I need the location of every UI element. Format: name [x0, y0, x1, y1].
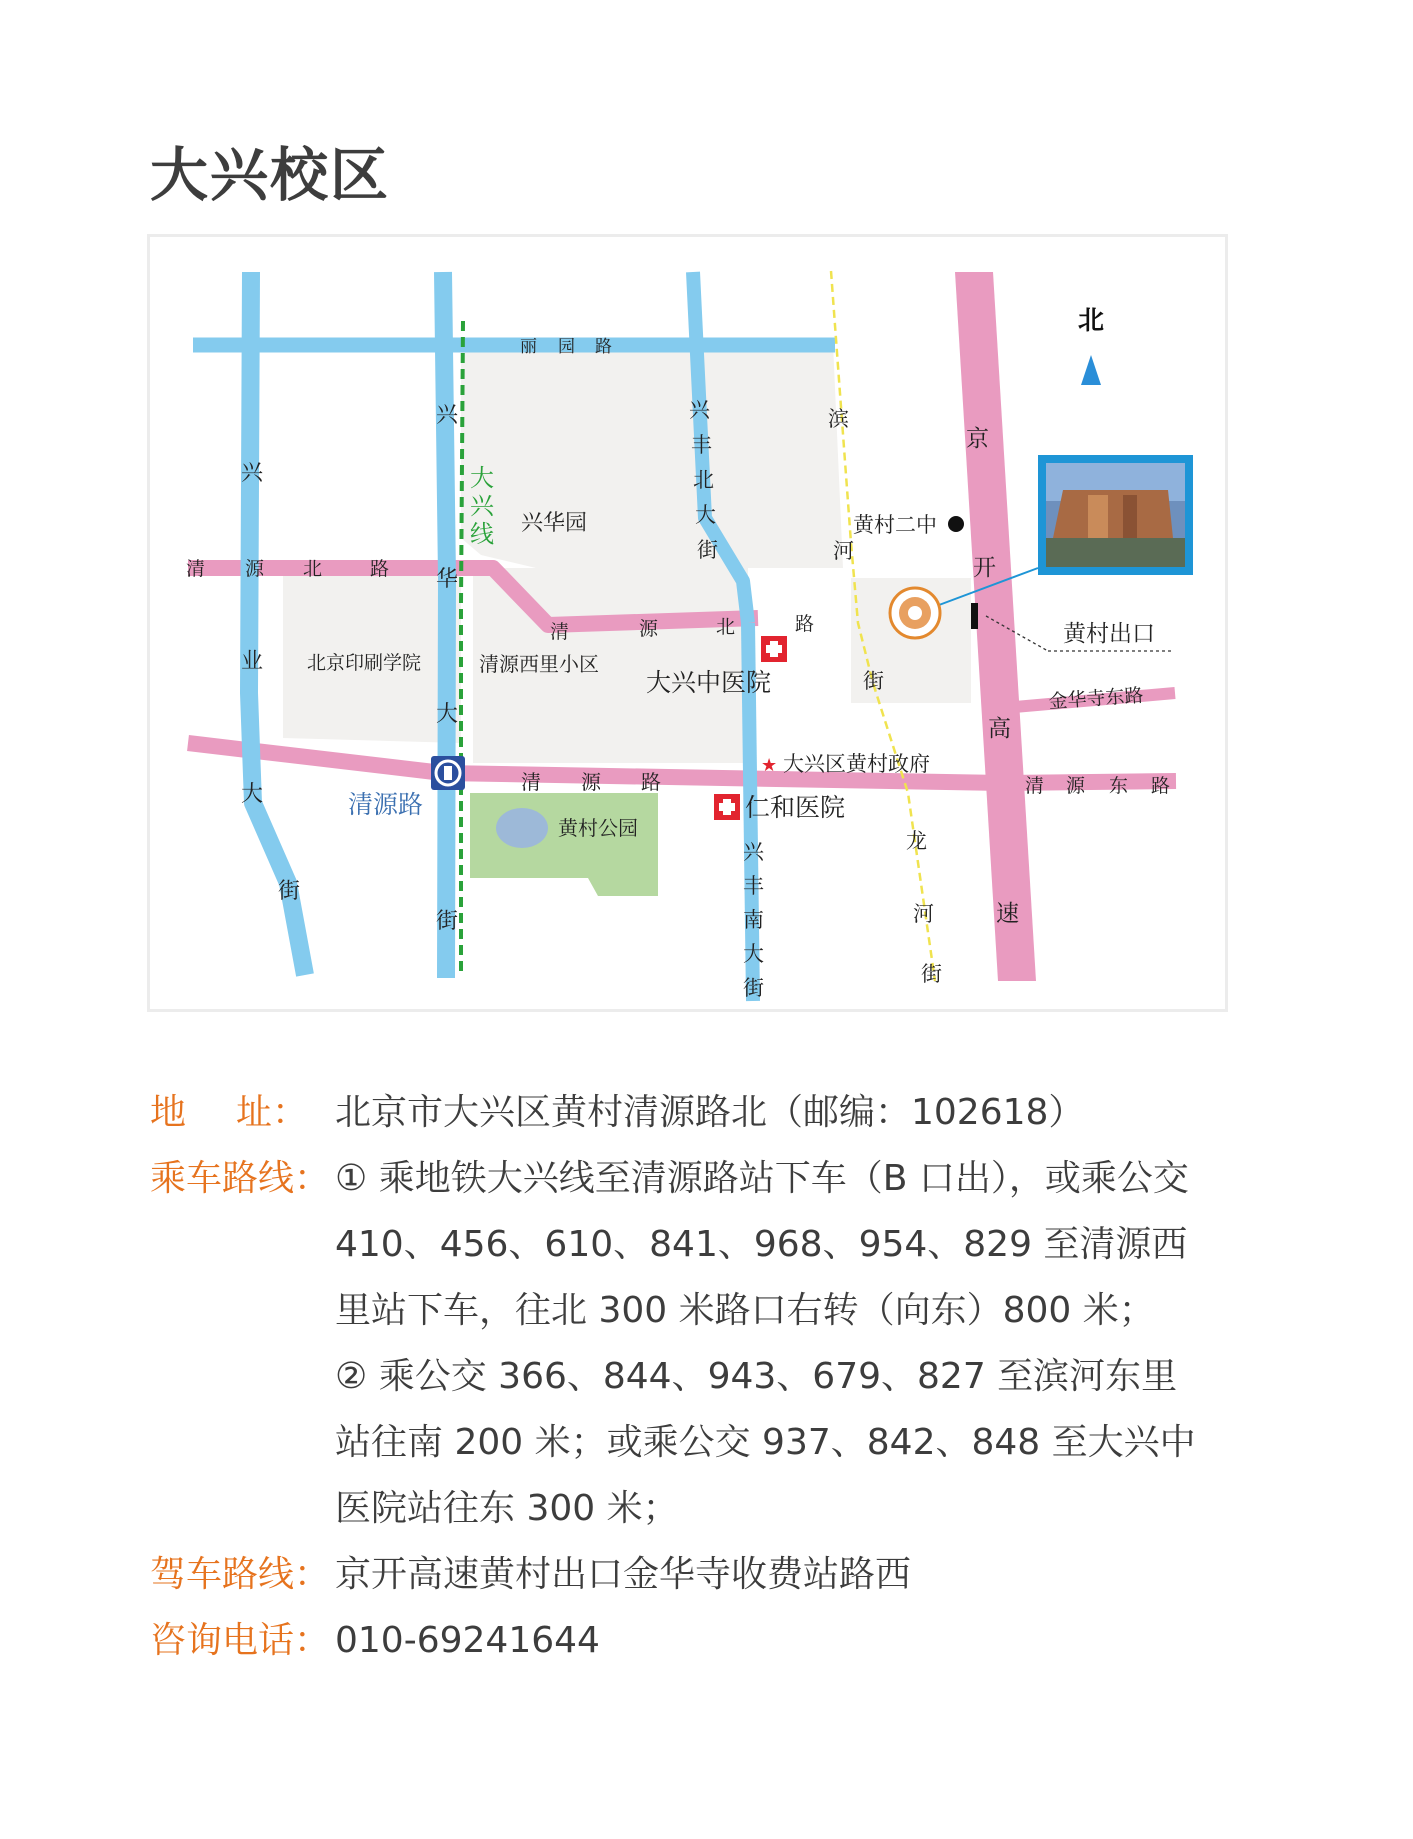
- road-label-char: 大: [695, 503, 716, 527]
- hospital-icon-tcm: [761, 636, 787, 662]
- road-label-char: 路: [1151, 775, 1171, 797]
- road-label-char: 大: [743, 942, 764, 966]
- road-label-char: 滨: [828, 407, 849, 431]
- road-label-char: 街: [278, 879, 301, 904]
- campus-info: [150, 1080, 1250, 1674]
- label-huangcun-exit: 黄村出口: [1063, 621, 1155, 647]
- road-label-char: 大: [436, 702, 459, 727]
- road-label-char: 源: [1066, 775, 1086, 797]
- driving-row: [150, 1542, 1250, 1608]
- road-label-char: 清: [550, 621, 570, 643]
- transit-row: [150, 1146, 1250, 1542]
- label-printing-college: 北京印刷学院: [307, 652, 422, 674]
- road-xinghua: [443, 272, 447, 978]
- phone-row: [150, 1608, 1250, 1674]
- transit-line: ② 乘公交 366、844、943、679、827 至滨河东里: [335, 1356, 1178, 1397]
- road-label-char: 源: [245, 558, 265, 580]
- phone-value: 010-69241644: [335, 1620, 600, 1661]
- transit-label: 乘车路线：: [150, 1158, 331, 1199]
- road-label-char: 京: [966, 426, 989, 452]
- university-logo-icon: [890, 588, 940, 638]
- road-label-char: 源: [581, 770, 601, 794]
- subway-daxing-line: [461, 321, 463, 975]
- transit-line: 医院站往东 300 米；: [335, 1488, 679, 1529]
- road-label-char: 街: [863, 669, 884, 693]
- subway-line-char: 大: [470, 464, 494, 492]
- driving-label: 驾车路线：: [150, 1554, 331, 1595]
- road-label-char: 兴: [743, 840, 764, 864]
- road-label-char: 兴: [436, 403, 459, 428]
- road-label-char: 源: [639, 618, 659, 640]
- road-label-char: 业: [241, 649, 264, 674]
- transit-value: [335, 1146, 1250, 1542]
- huangcun-park-area: [470, 793, 658, 896]
- government-star-icon: ★: [761, 755, 778, 776]
- road-label-char: 园: [558, 337, 575, 357]
- road-label-char: 清: [521, 770, 541, 794]
- road-label-char: 路: [641, 770, 661, 794]
- road-label-char: 东: [1109, 775, 1129, 797]
- label-huangcun-park: 黄村公园: [558, 816, 638, 840]
- label-renhe-hospital: 仁和医院: [745, 793, 846, 822]
- phone-label: 咨询电话：: [150, 1620, 331, 1661]
- transit-line: 410、456、610、841、968、954、829 至清源西: [335, 1224, 1188, 1265]
- hospital-icon-renhe: [714, 794, 740, 820]
- road-label-char: 街: [743, 976, 764, 1000]
- road-label-char: 清: [1025, 775, 1045, 797]
- label-qingyuan-xili: 清源西里小区: [479, 652, 599, 676]
- compass-arrow-icon: [1081, 355, 1101, 385]
- road-label-char: 高: [988, 716, 1011, 742]
- subway-line-char: 线: [470, 520, 494, 548]
- subway-line-char: 兴: [470, 492, 494, 520]
- road-label-char: 河: [913, 902, 934, 926]
- road-label-char: 华: [436, 567, 459, 592]
- exit-marker-icon: [971, 603, 978, 629]
- campus-map: [147, 234, 1228, 1012]
- road-label-char: 街: [921, 962, 942, 986]
- road-label-char: 路: [595, 337, 612, 357]
- label-huangcun-no2-school: 黄村二中: [853, 513, 937, 537]
- label-huangcun-government: 大兴区黄村政府: [783, 752, 930, 776]
- compass-north-label: 北: [1077, 306, 1105, 336]
- road-label-char: 兴: [241, 461, 264, 486]
- road-label-char: 丰: [691, 433, 712, 457]
- park-pond: [496, 808, 548, 848]
- label-subway-station: 清源路: [348, 790, 424, 819]
- transit-line: 里站下车，往北 300 米路口右转（向东）800 米；: [335, 1290, 1155, 1331]
- road-label-char: 河: [833, 539, 854, 563]
- road-label-char: 街: [697, 538, 718, 562]
- road-label-char: 北: [693, 468, 714, 492]
- road-label-char: 兴: [689, 398, 710, 422]
- road-label-char: 北: [303, 558, 323, 580]
- label-daxing-tcm-hospital: 大兴中医院: [646, 668, 772, 697]
- road-label-char: 龙: [906, 829, 927, 853]
- address-row: [150, 1080, 1250, 1146]
- road-label-char: 南: [743, 908, 764, 932]
- transit-line: ① 乘地铁大兴线至清源路站下车（B 口出），或乘公交: [335, 1158, 1189, 1199]
- address-value: 北京市大兴区黄村清源路北（邮编：102618）: [335, 1092, 1085, 1133]
- page-title: 大兴校区: [150, 141, 391, 209]
- road-label-char: 速: [996, 901, 1019, 927]
- driving-value: 京开高速黄村出口金华寺收费站路西: [335, 1554, 912, 1595]
- transit-line: 站往南 200 米；或乘公交 937、842、848 至大兴中: [335, 1422, 1196, 1463]
- road-label-char: 路: [370, 558, 390, 580]
- road-label-char: 北: [716, 616, 736, 638]
- road-label-char: 清: [186, 558, 206, 580]
- road-label-char: 丽: [520, 337, 537, 357]
- road-label-char: 街: [436, 909, 459, 934]
- label-jinhuasi-east-road: 金华寺东路: [1047, 684, 1145, 713]
- school-dot-icon: [948, 516, 964, 532]
- address-label: 地 址：: [150, 1092, 308, 1133]
- block-xinghuayuan: [461, 343, 843, 568]
- road-label-char: 丰: [743, 874, 764, 898]
- campus-building-photo: [1038, 455, 1193, 575]
- road-label-char: 路: [795, 613, 815, 635]
- subway-station-icon: [431, 756, 465, 790]
- label-xinghuayuan: 兴华园: [521, 511, 588, 536]
- road-label-char: 开: [973, 555, 996, 581]
- road-label-char: 大: [241, 782, 264, 807]
